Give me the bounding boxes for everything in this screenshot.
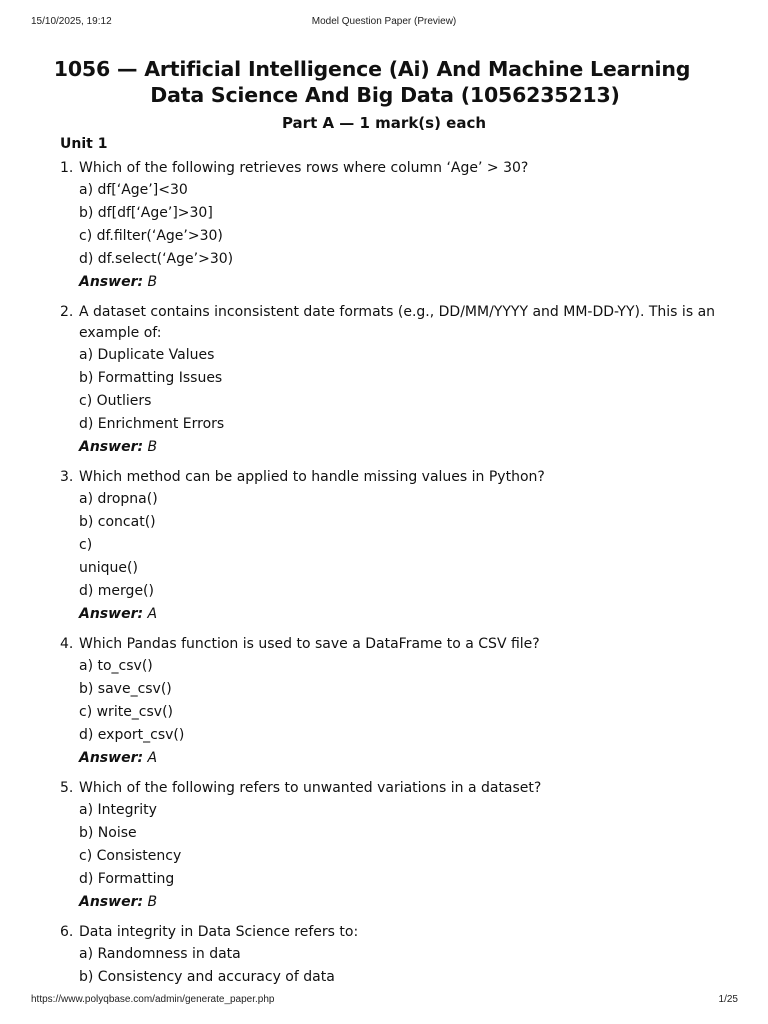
question-text: A dataset contains inconsistent date formats (e.g., DD/MM/YYYY and MM-DD-YY). This is an example of:: [79, 304, 716, 341]
part-heading: Part A — 1 mark(s) each: [281, 114, 487, 132]
option-list: [79, 179, 720, 271]
answer-option: c) write_csv(): [79, 704, 174, 720]
print-header: [0, 16, 768, 30]
answer-key: [79, 891, 720, 914]
answer-option: a) dropna(): [79, 491, 158, 507]
answer-label: Answer:: [79, 606, 144, 622]
page-number: 1/25: [718, 994, 738, 1005]
question-line: [60, 302, 720, 344]
answer-option: b) Consistency and accuracy of data: [79, 969, 335, 985]
answer-option: b) df[df[‘Age’]>30]: [79, 205, 213, 221]
question-number: 1.: [60, 160, 74, 176]
question-line: [60, 778, 720, 799]
question-text: Which of the following refers to unwanted variations in a dataset?: [79, 780, 542, 796]
answer-label: Answer:: [79, 750, 144, 766]
question-item: [60, 634, 720, 770]
question-line: [60, 922, 720, 943]
question-number: 4.: [60, 636, 74, 652]
answer-option: d) Enrichment Errors: [79, 416, 225, 432]
answer-label: Answer:: [79, 274, 144, 290]
answer-value: B: [147, 274, 158, 290]
answer-option: a) Integrity: [79, 802, 157, 818]
question-text: Which Pandas function is used to save a DataFrame to a CSV file?: [79, 636, 540, 652]
question-number: 3.: [60, 469, 74, 485]
option-list: [79, 943, 720, 989]
answer-key: [79, 603, 720, 626]
answer-value: A: [147, 606, 158, 622]
answer-option: b) Formatting Issues: [79, 370, 223, 386]
answer-label: Answer:: [79, 439, 144, 455]
question-number: 6.: [60, 924, 74, 940]
question-line: [60, 467, 720, 488]
option-list: [79, 488, 720, 603]
answer-key: [79, 436, 720, 459]
question-number: 2.: [60, 304, 74, 320]
question-item: [60, 778, 720, 914]
answer-option: a) to_csv(): [79, 658, 153, 674]
answer-option: c): [79, 537, 93, 553]
question-number: 5.: [60, 780, 74, 796]
answer-option: c) df.filter(‘Age’>30): [79, 228, 223, 244]
answer-option: b) concat(): [79, 514, 156, 530]
question-line: [60, 158, 720, 179]
question-list: [60, 158, 720, 997]
question-item: [60, 922, 720, 989]
print-datetime: 15/10/2025, 19:12: [31, 16, 112, 27]
option-list: [79, 344, 720, 436]
answer-option: a) Randomness in data: [79, 946, 241, 962]
print-url: https://www.polyqbase.com/admin/generate_paper.php: [31, 994, 275, 1005]
question-line: [60, 634, 720, 655]
option-list: [79, 799, 720, 891]
answer-option: unique(): [79, 560, 138, 576]
option-list: [79, 655, 720, 747]
answer-key: [79, 271, 720, 294]
question-text: Data integrity in Data Science refers to:: [79, 924, 359, 940]
answer-option: d) df.select(‘Age’>30): [79, 251, 234, 267]
paper-title: [40, 56, 730, 108]
question-text: Which method can be applied to handle missing values in Python?: [79, 469, 545, 485]
answer-option: d) export_csv(): [79, 727, 185, 743]
answer-option: d) merge(): [79, 583, 154, 599]
unit-heading: Unit 1: [60, 136, 108, 152]
answer-value: A: [147, 750, 158, 766]
answer-value: B: [147, 439, 158, 455]
answer-option: a) df[‘Age’]<30: [79, 182, 188, 198]
answer-option: b) Noise: [79, 825, 137, 841]
paper-title-part2: Data Science And Big Data (1056235213): [150, 83, 620, 107]
question-text: Which of the following retrieves rows where column ‘Age’ > 30?: [79, 160, 529, 176]
answer-key: [79, 747, 720, 770]
answer-option: c) Consistency: [79, 848, 182, 864]
print-doc-title: Model Question Paper (Preview): [311, 16, 457, 27]
answer-option: c) Outliers: [79, 393, 152, 409]
question-item: [60, 302, 720, 459]
paper-title-part1: 1056 — Artificial Intelligence (Ai) And Machine Learning: [53, 57, 691, 81]
answer-option: b) save_csv(): [79, 681, 172, 697]
answer-label: Answer:: [79, 894, 144, 910]
answer-option: a) Duplicate Values: [79, 347, 215, 363]
print-footer: [0, 994, 768, 1008]
question-item: [60, 158, 720, 294]
answer-option: d) Formatting: [79, 871, 175, 887]
question-item: [60, 467, 720, 626]
answer-value: B: [147, 894, 158, 910]
